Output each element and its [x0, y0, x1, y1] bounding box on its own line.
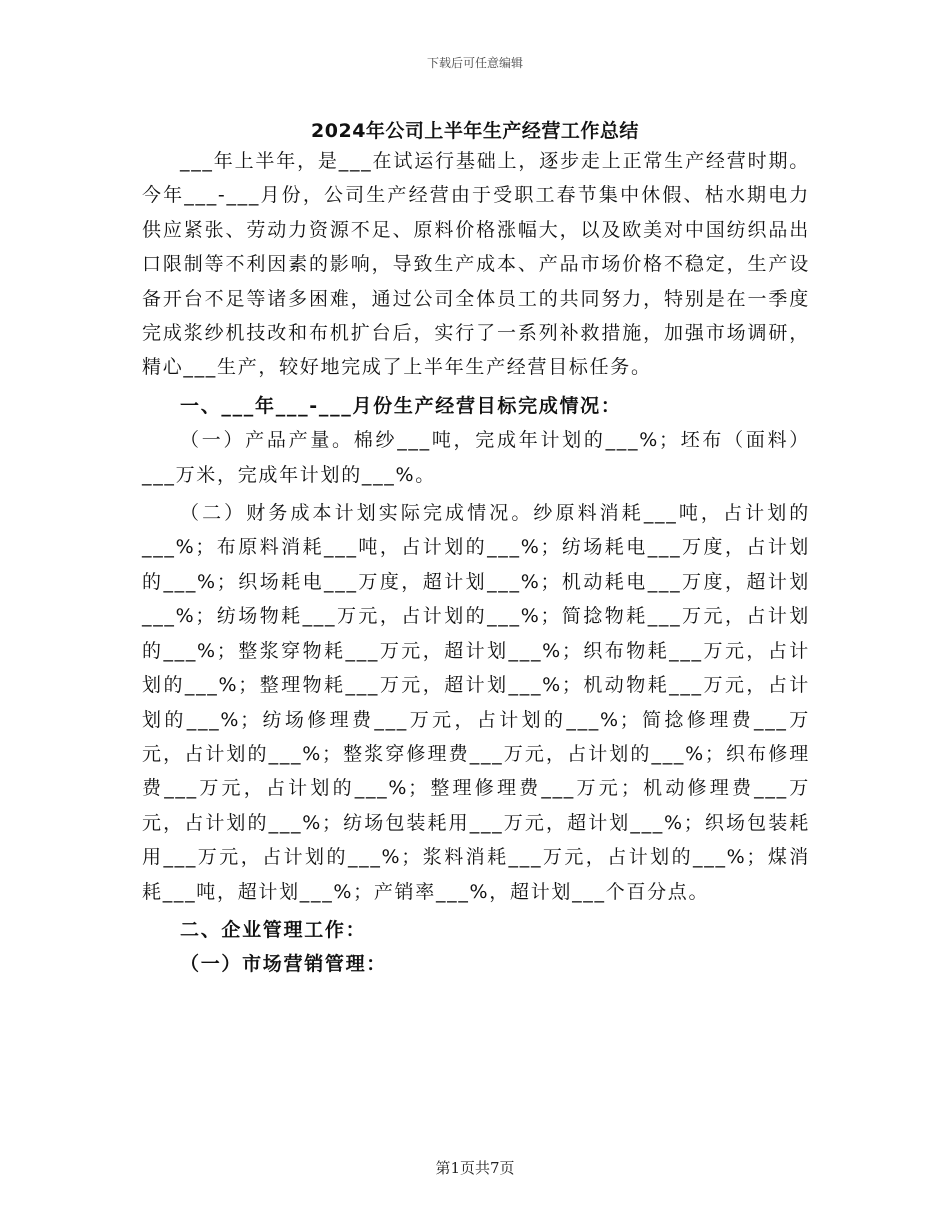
page-title: 2024年公司上半年生产经营工作总结 — [311, 120, 639, 142]
section-2-heading: 二、企业管理工作： — [180, 918, 367, 941]
header-note: 下载后可任意编辑 — [426, 56, 523, 70]
intro-paragraph: ___年上半年，是___在试运行基础上，逐步走上正常生产经营时期。今年___-___月份，公司生产经营由于受职工春节集中休假、枯水期电力供应紧张、劳动力资源不足、原料价格涨幅大，以及欧美对中国纺织品出口限制等不利因素的影响，导致生产成本、产品市场价格不稳定，生产设备开台不足等诸多困难，通过公司全体员工的共同努力，特别是在一季度完成浆纱机技改和布机扩台后，实行了一系列补救措施，加强市场调研，精心___生产，较好地完成了上半年生产经营目标任务。 — [142, 150, 810, 379]
section-1-item-2-paragraph: （二）财务成本计划实际完成情况。纱原料消耗___吨，占计划的___%；布原料消耗___吨，占计划的___%；纺场耗电___万度，占计划的___%；织场耗电___万度，超计划___%；机动耗电___万度，超计划___%；纺场物耗___万元，占计划的___%；简捻物耗___万元，占计划的___%；整浆穿物耗___万元，超计划___%；织布物耗___万元，占计划的___%；整理物耗___万元，超计划___%；机动物耗___万元，占计划的___%；纺场修理费___万元，占计划的___%；简捻修理费___万元，占计划的___%；整浆穿修理费___万元，占计划的___%；织布修理费___万元，占计划的___%；整理修理费___万元；机动修理费___万元，占计划的___%；纺场包装耗用___万元，超计划___%；织场包装耗用___万元，占计划的___%；浆料消耗___万元，占计划的___%；煤消耗___吨，超计划___%；产销率___%，超计划___个百分点。 — [142, 502, 810, 903]
section-1-item-1-paragraph: （一）产品产量。棉纱___吨，完成年计划的___%；坯布（面料）___万米，完成年计划的___%。 — [142, 429, 810, 486]
section-2-subsection-1-heading: （一）市场营销管理： — [180, 953, 388, 976]
document-body — [142, 144, 810, 982]
section-1-heading: 一、___年___-___月份生产经营目标完成情况： — [180, 394, 622, 417]
page-footer: 第1页共7页 — [435, 1159, 515, 1177]
